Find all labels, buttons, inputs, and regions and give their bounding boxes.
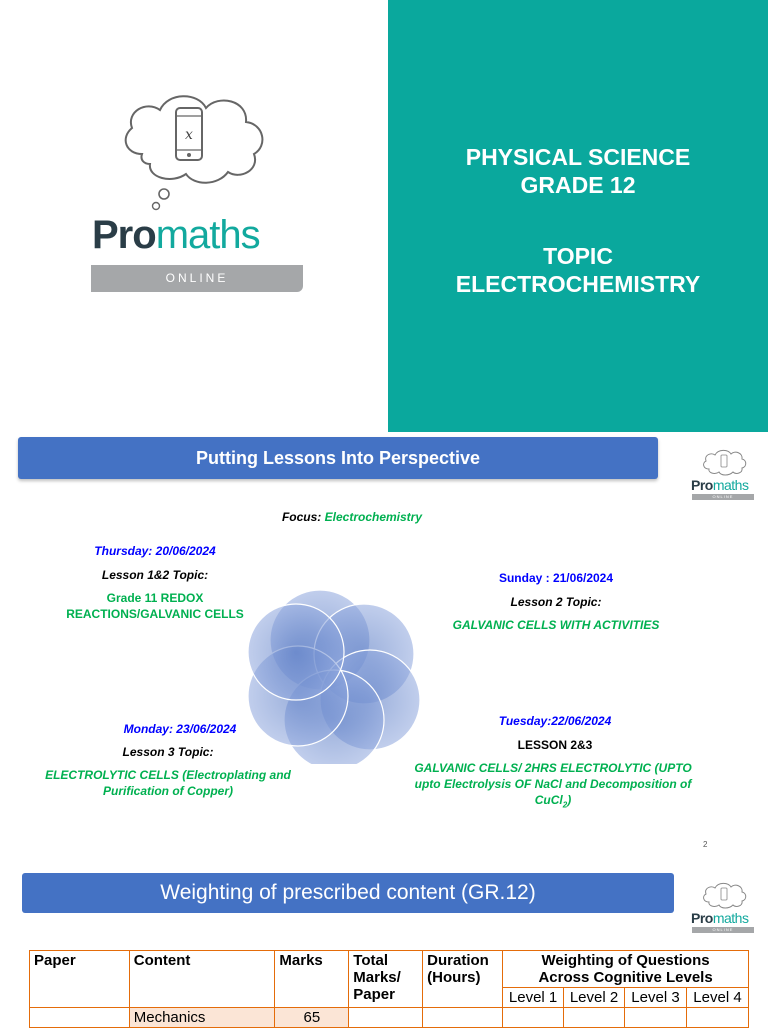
header-marks: Marks: [275, 951, 349, 1008]
tuesday-lesson: LESSON 2&3: [517, 738, 593, 752]
row-marks: 65: [275, 1008, 349, 1028]
grade-title: GRADE 12: [520, 172, 636, 198]
header-total-marks: Total Marks/ Paper: [349, 951, 423, 1008]
header-level-1: Level 1: [503, 988, 564, 1008]
header-paper: Paper: [30, 951, 130, 1008]
table-row: [30, 1008, 749, 1028]
monday-topic: ELECTROLYTIC CELLS (Electroplating and Purification of Copper): [45, 768, 291, 798]
title-panel: [388, 0, 768, 432]
weighting-table: [29, 950, 749, 1028]
sunday-topic: GALVANIC CELLS WITH ACTIVITIES: [452, 618, 660, 632]
sunday-lesson: Lesson 2 Topic:: [510, 595, 602, 609]
thursday-date: Thursday: 20/06/2024: [94, 544, 216, 558]
circle-upper-left: [248, 604, 344, 700]
row-content: Mechanics: [129, 1008, 275, 1028]
sunday-date: Sunday : 21/06/2024: [498, 571, 614, 585]
topic-label: TOPIC: [543, 243, 613, 269]
promaths-logo-text: [92, 212, 260, 258]
monday-lesson: Lesson 3 Topic:: [122, 745, 214, 759]
logo-online-bar: ONLINE: [91, 265, 303, 292]
header-weighting: Weighting of Questions Across Cognitive Levels: [503, 951, 749, 988]
thought-cloud-phone-icon: [90, 82, 306, 294]
header-content: Content: [129, 951, 275, 1008]
thought-cloud-icon: [691, 447, 755, 479]
monday-date: Monday: 23/06/2024: [123, 722, 237, 736]
header-level-4: Level 4: [686, 988, 748, 1008]
focus-line: Focus: Electrochemistry: [281, 510, 423, 524]
lessons-slide: [0, 432, 768, 858]
thursday-lesson: Lesson 1&2 Topic:: [101, 568, 209, 582]
promaths-logo-small: Promaths ONLINE: [691, 447, 755, 505]
header-duration: Duration (Hours): [423, 951, 503, 1008]
weighting-slide: [0, 858, 768, 1024]
phone-symbol: x: [185, 127, 193, 143]
weighting-title-banner: Weighting of prescribed content (GR.12): [22, 873, 674, 913]
promaths-logo-small: Promaths ONLINE: [691, 880, 755, 938]
tuesday-date: Tuesday:22/06/2024: [498, 714, 612, 728]
thursday-topic: Grade 11 REDOX REACTIONS/GALVANIC CELLS: [66, 591, 244, 621]
logo-pro: Pro: [92, 213, 156, 257]
topic-title: ELECTROCHEMISTRY: [455, 271, 701, 297]
logo-maths: maths: [155, 213, 260, 257]
subject-title: PHYSICAL SCIENCE: [465, 144, 691, 170]
header-level-2: Level 2: [564, 988, 625, 1008]
thought-cloud-icon: [691, 880, 755, 912]
tuesday-topic: GALVANIC CELLS/ 2HRS ELECTROLYTIC (UPTO upto Electrolysis OF NaCl and Decomposition of CuCl$_2$): [414, 761, 692, 810]
slide-title-banner: Putting Lessons Into Perspective: [18, 437, 658, 479]
overlapping-circles-diagram: [246, 588, 422, 764]
page-number: 2: [703, 840, 708, 849]
header-level-3: Level 3: [625, 988, 687, 1008]
title-slide: [0, 0, 768, 432]
